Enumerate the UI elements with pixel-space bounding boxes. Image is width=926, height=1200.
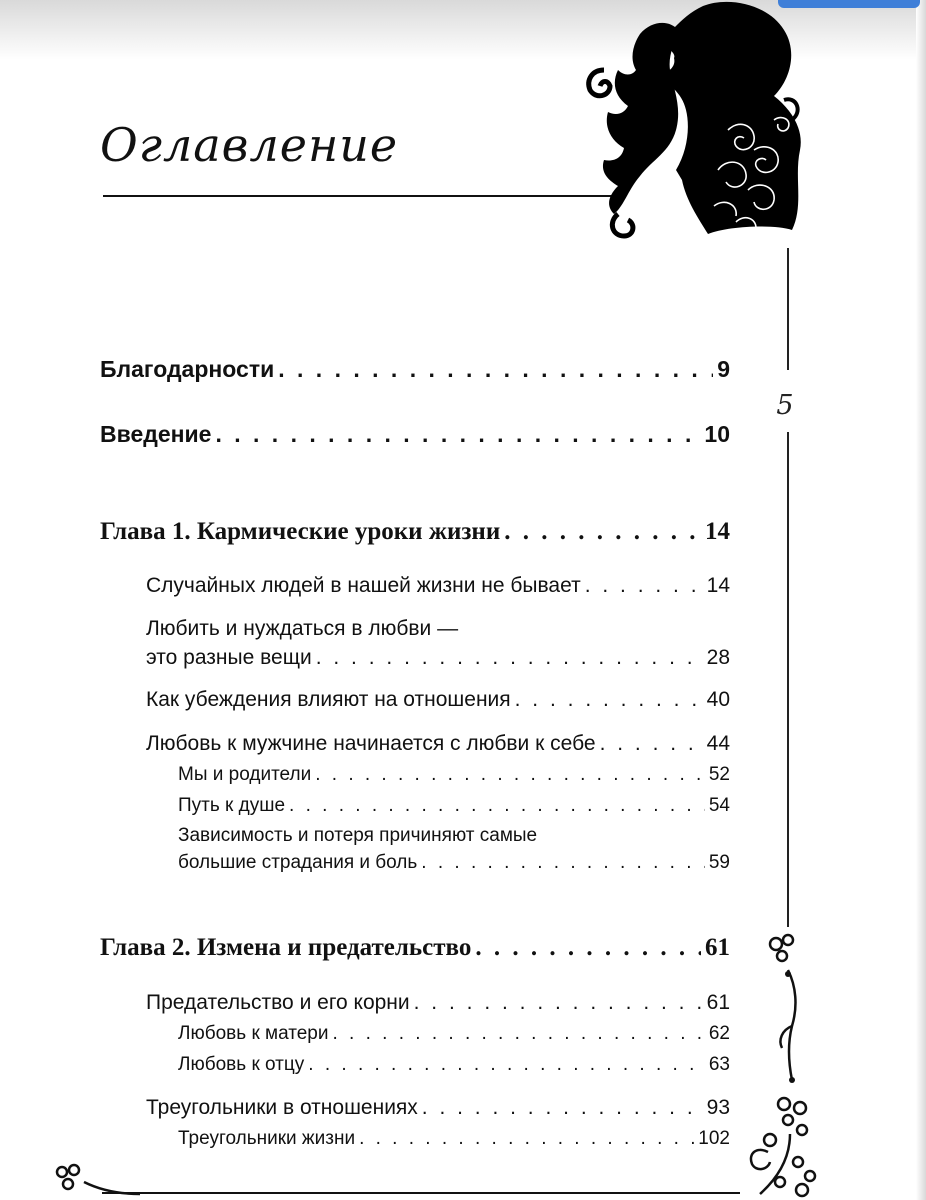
dot-leader [585, 574, 703, 598]
page-title: Оглавление [100, 118, 399, 172]
dot-leader [515, 688, 703, 712]
toc-entry-love-for-father[interactable] [178, 1054, 730, 1076]
toc-entry-introduction[interactable] [100, 421, 730, 448]
dot-leader [422, 1096, 703, 1120]
dot-leader [332, 1023, 704, 1045]
title-underline [103, 195, 613, 197]
toc-page-number: 52 [708, 764, 730, 785]
toc-entry-life-triangles[interactable] [178, 1128, 730, 1150]
toc-page-number: 9 [717, 356, 730, 382]
toc-page-number: 93 [706, 1096, 730, 1119]
floral-vine-ornament [752, 930, 822, 1090]
toc-entry-betrayal-roots[interactable] [146, 991, 730, 1015]
dot-leader [359, 1128, 694, 1150]
toc-entry-label: Как убеждения влияют на отношения [146, 688, 511, 711]
dot-leader [315, 764, 705, 786]
toc-entry-label: Случайных людей в нашей жизни не бывает [146, 574, 581, 597]
toc-entry-label: Глава 1. Кармические уроки жизни [100, 518, 501, 545]
toc-entry-beliefs[interactable] [146, 688, 730, 712]
toc-entry-love-for-man[interactable] [146, 732, 730, 756]
page-number: 5 [776, 390, 794, 421]
toc-entry-label: Благодарности [100, 356, 275, 382]
toc-entry-chapter-1[interactable] [100, 518, 730, 546]
dot-leader [600, 732, 703, 756]
dot-leader [504, 518, 701, 546]
toc-page-number: 54 [708, 795, 730, 816]
woman-silhouette-illustration [578, 0, 804, 242]
toc-entry-label: Путь к душе [178, 795, 286, 816]
toc-entry-line-first: Любить и нуждаться в любви — [146, 617, 459, 640]
toc-entry-dependence-loss[interactable] [178, 852, 730, 874]
toc-page-number: 102 [698, 1128, 730, 1149]
page-edge-shadow [916, 0, 926, 1200]
toc-entry-label: это разные вещи [146, 646, 312, 669]
toc-page-number: 44 [706, 732, 730, 755]
toc-entry-triangles[interactable] [146, 1096, 730, 1120]
toc-page-number: 14 [706, 574, 730, 597]
toc-entry-label: Мы и родители [178, 764, 312, 785]
toc-entry-love-for-mother[interactable] [178, 1023, 730, 1045]
toc-entry-label: Введение [100, 421, 212, 447]
toc-page-number: 28 [706, 646, 730, 669]
toc-entry-chapter-2[interactable] [100, 934, 730, 962]
dot-leader [414, 991, 703, 1015]
toc-page-number: 63 [708, 1054, 730, 1075]
toc-page-number: 40 [706, 688, 730, 711]
toc-page-number: 62 [708, 1023, 730, 1044]
toc-entry-path-to-soul[interactable] [178, 795, 730, 817]
toc-entry-label: Любовь к мужчине начинается с любви к себе [146, 732, 596, 755]
toc-page-number: 59 [708, 852, 730, 873]
toc-page-number: 14 [705, 518, 730, 545]
toc-page-number: 61 [706, 991, 730, 1014]
dot-leader [289, 795, 705, 817]
toc-entry-acknowledgements[interactable] [100, 356, 730, 383]
toc-entry-label: Глава 2. Измена и предательство [100, 934, 472, 961]
toc-page-number: 10 [704, 421, 730, 447]
margin-rule-middle [787, 432, 789, 927]
toc-entry-label: Предательство и его корни [146, 991, 410, 1014]
toc-entry-chance-people[interactable] [146, 574, 730, 598]
margin-rule-top [787, 248, 789, 370]
toc-entry-parents[interactable] [178, 764, 730, 786]
toc-entry-label: Треугольники в отношениях [146, 1096, 418, 1119]
floral-corner-ornament [740, 1090, 826, 1200]
toc-entry-line-first: Зависимость и потеря причиняют самые [178, 825, 538, 846]
dot-leader [421, 852, 705, 874]
dot-leader [308, 1054, 705, 1076]
toc-entry-label: Любовь к матери [178, 1023, 329, 1044]
dot-leader [278, 356, 713, 383]
toc-entry-love-and-need[interactable] [146, 646, 730, 670]
toc-entry-label: Треугольники жизни [178, 1128, 356, 1149]
dot-leader [215, 421, 700, 448]
toc-page-number: 61 [705, 934, 730, 961]
toc-entry-label: Любовь к отцу [178, 1054, 305, 1075]
toc-entry-label: большие страдания и боль [178, 852, 418, 873]
dot-leader [475, 934, 701, 962]
bottom-border-ornament [40, 1160, 740, 1200]
dot-leader [316, 646, 703, 670]
